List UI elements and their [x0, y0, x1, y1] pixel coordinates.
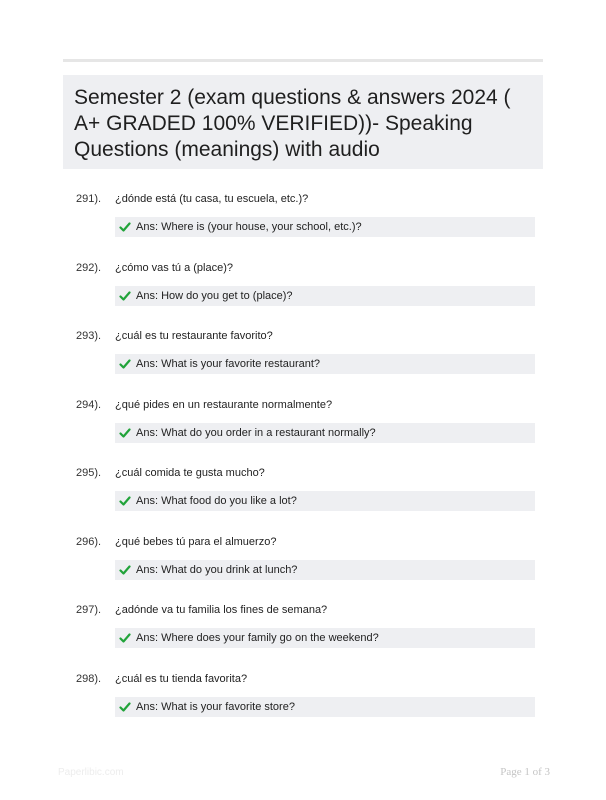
question-number: 293). [76, 330, 102, 342]
footer-watermark: Paperlibic.com [58, 767, 124, 778]
question-number: 297). [76, 604, 102, 616]
question-number: 291). [76, 193, 102, 205]
question-text: ¿dónde está (tu casa, tu escuela, etc.)? [115, 193, 309, 205]
question-item [0, 464, 606, 533]
answer-text: Ans: What is your favorite store? [136, 700, 295, 713]
page-indicator: Page 1 of 3 [500, 766, 550, 778]
answer-text: Ans: What do you drink at lunch? [136, 563, 298, 576]
answer-box [115, 354, 535, 374]
answer-box [115, 628, 535, 648]
question-text: ¿cómo vas tú a (place)? [115, 261, 233, 274]
check-icon [119, 564, 131, 576]
answer-text: Ans: What is your favorite restaurant? [136, 358, 321, 370]
answer-box [115, 697, 535, 717]
check-icon [119, 632, 131, 644]
check-icon [119, 701, 131, 713]
question-number: 292). [76, 261, 102, 274]
top-divider [63, 59, 543, 62]
question-text: ¿adónde va tu familia los fines de semana? [115, 604, 328, 616]
question-text: ¿cuál es tu tienda favorita? [115, 672, 248, 685]
question-number: 298). [76, 672, 102, 685]
question-number: 296). [76, 535, 102, 548]
check-icon [119, 495, 131, 507]
answer-text: Ans: Where does your family go on the weekend? [136, 632, 379, 644]
check-icon [119, 427, 131, 439]
question-number: 294). [76, 398, 102, 411]
answer-box [115, 423, 535, 443]
answer-text: Ans: How do you get to (place)? [136, 289, 293, 302]
question-text: ¿qué pides en un restaurante normalmente? [115, 398, 333, 411]
answer-box [115, 491, 535, 511]
question-text: ¿cuál comida te gusta mucho? [115, 467, 265, 479]
question-item [0, 396, 606, 465]
question-number: 295). [76, 467, 102, 479]
question-item [0, 327, 606, 396]
check-icon [119, 221, 131, 233]
question-text: ¿cuál es tu restaurante favorito? [115, 330, 273, 342]
question-item [0, 533, 606, 602]
answer-box [115, 560, 535, 580]
question-item [0, 670, 606, 739]
page-title: Semester 2 (exam questions & answers 2024 ( A+ GRADED 100% VERIFIED))- Speaking Questions (meanings) with audio [74, 86, 511, 161]
title-panel [63, 75, 543, 169]
question-text: ¿qué bebes tú para el almuerzo? [115, 535, 277, 548]
question-item [0, 259, 606, 328]
question-item [0, 601, 606, 670]
answer-box [115, 217, 535, 237]
question-item [0, 190, 606, 259]
answer-text: Ans: What food do you like a lot? [136, 495, 297, 507]
question-list [0, 190, 606, 738]
check-icon [119, 358, 131, 370]
check-icon [119, 290, 131, 302]
answer-box [115, 286, 535, 306]
answer-text: Ans: Where is (your house, your school, etc.)? [136, 221, 362, 233]
answer-text: Ans: What do you order in a restaurant normally? [136, 426, 376, 439]
